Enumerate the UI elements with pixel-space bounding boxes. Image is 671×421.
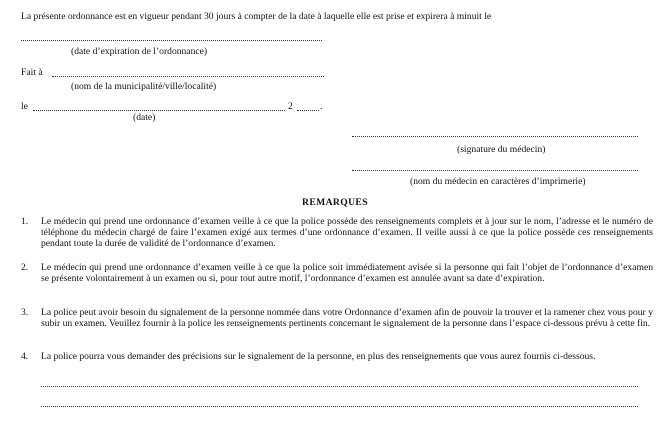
physician-name-field[interactable] — [352, 170, 638, 171]
year-end: . — [320, 101, 323, 112]
remark-text: Le médecin qui prend une ordonnance d’examen veille à ce que la police possède des renseignements complets et à jour sur le nom, l’adresse et le numéro de téléphone du médecin chargé de faire l’examen exigé aux termes d’une ordonnance d’examen. Il veille aussi à ce que la police possède ces renseignements pendant toute la durée de validité de l’ordonnance d’examen. — [41, 216, 653, 249]
remark-text: La police pourra vous demander des précisions sur le signalement de la personne, en plus des renseignements que vous aurez fournis ci-dessous. — [41, 351, 596, 362]
remark-text: Le médecin qui prend une ordonnance d’examen veille à ce que la police soit immédiatement avisée si la personne qui fait l’objet de l’ordonnance d’examen se présente volontairement à un examen ou si, pour tout autre motif, l’ordonnance d’examen est annulée avant sa date d’expiration. — [41, 262, 653, 284]
remark-number: 3. — [21, 307, 29, 318]
remark-number: 1. — [21, 216, 29, 227]
signature-label: (signature du médecin) — [457, 144, 546, 155]
expiry-date-label: (date d’expiration de l’ordonnance) — [71, 46, 208, 57]
remark-number: 2. — [21, 262, 29, 273]
municipality-field[interactable] — [52, 76, 324, 77]
remark-text: La police peut avoir besoin du signalement de la personne nommée dans votre Ordonnance d’examen afin de pouvoir la trouver et la ramener chez vous pour y subir un examen. Veuillez fournir à la police les renseignements pertinents concernant le signalement de la personne dans l’espace ci-dessous prévu à cette fin. — [41, 307, 653, 329]
expiry-date-field[interactable] — [21, 40, 322, 41]
date-field[interactable] — [33, 110, 285, 111]
fait-a-prefix: Fait à — [21, 67, 43, 78]
year-prefix: 2 — [288, 101, 293, 112]
municipality-label: (nom de la municipalité/ville/localité) — [71, 81, 217, 92]
remark-number: 4. — [21, 351, 29, 362]
description-field-2[interactable] — [41, 406, 638, 407]
signature-field[interactable] — [352, 136, 638, 137]
physician-name-label: (nom du médecin en caractères d’imprimerie) — [410, 176, 586, 187]
year-field[interactable] — [297, 110, 319, 111]
date-label: (date) — [133, 112, 156, 123]
description-field-1[interactable] — [41, 386, 638, 387]
intro-text: La présente ordonnance est en vigueur pendant 30 jours à compter de la date à laquelle elle est prise et expirera à minuit le — [21, 11, 492, 22]
le-prefix: le — [21, 101, 28, 112]
remarks-heading: REMARQUES — [302, 197, 368, 208]
